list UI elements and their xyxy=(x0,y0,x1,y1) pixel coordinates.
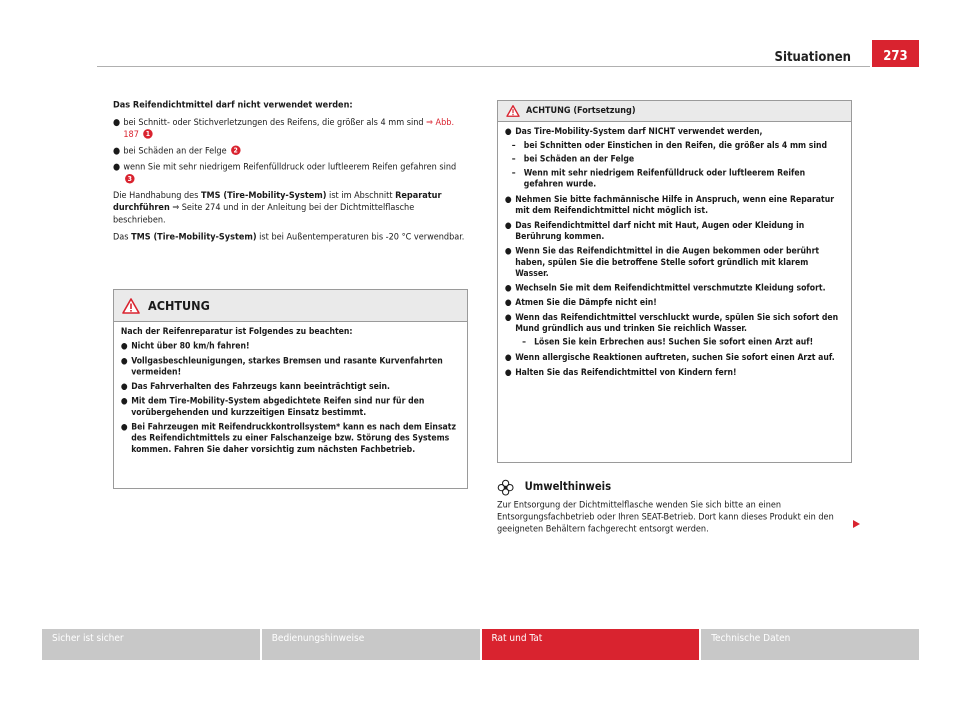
list-item: ● Halten Sie das Reifendichtmittel von Kindern fern! xyxy=(504,367,737,378)
list-item: ● Das Reifendichtmittel darf nicht mit Haut, Augen oder Kleidung in Berührung kommen. xyxy=(504,220,805,242)
list-item: ● Das Fahrverhalten des Fahrzeugs kann beeinträchtigt sein. xyxy=(120,382,390,392)
footer-navigation xyxy=(42,629,919,660)
list-item: ● Bei Fahrzeugen mit Reifendruckkontrollsystem* kann es nach dem Einsatz des Reifendichtmittels zu einer Falschanzeige bzw. Störung des Systems kommen. Fahren Sie daher vorsichtig zum nächsten Fachbetrieb. xyxy=(120,422,456,455)
list-item: ● bei Schnitt- oder Stichverletzungen des Reifens, die größer als 4 mm sind ⇒ Abb. 187 1 xyxy=(113,117,455,140)
warning-box-continued xyxy=(497,100,852,463)
warning-box xyxy=(113,289,468,489)
list-item: ● Nicht über 80 km/h fahren! xyxy=(120,341,250,352)
page-number: 273 xyxy=(872,40,919,67)
warning-icon xyxy=(122,298,140,314)
warning-header xyxy=(498,101,851,122)
list-item: ● Vollgasbeschleunigungen, starkes Bremsen und rasante Kurvenfahrten vermeiden! xyxy=(120,356,443,378)
warning-title: ACHTUNG (Fortsetzung) xyxy=(526,106,636,116)
list-item: ● wenn Sie mit sehr niedrigem Reifenfülldruck oder luftleerem Reifen gefahren sind 3 xyxy=(113,161,457,183)
handling-paragraph: Die Handhabung des TMS (Tire-Mobility-System) ist im Abschnitt Reparatur durchführen ⇒ Seite 274 und in der Anleitung bei der Dichtmittelflasche beschrieben. xyxy=(113,190,442,225)
left-heading: Das Reifendichtmittel darf nicht verwendet werden: xyxy=(113,99,353,111)
warning-header xyxy=(114,290,467,322)
list-item: ● Mit dem Tire-Mobility-System abgedichtete Reifen sind nur für den vorübergehenden und kurzzeitigen Einsatz bestimmt. xyxy=(120,396,425,418)
warning-title: ACHTUNG xyxy=(148,298,210,313)
environment-title: Umwelthinweis xyxy=(524,480,612,494)
list-item: ● Wenn Sie das Reifendichtmittel in die Augen bekommen oder berührt haben, spülen Sie die betroffene Stelle sofort gründlich mit klarem Wasser. xyxy=(504,246,820,279)
tab-rat-und-tat[interactable]: Rat und Tat xyxy=(480,629,700,660)
list-item: ● Wenn das Reifendichtmittel verschluckt wurde, spülen Sie sich sofort den Mund gründlich aus und trinken Sie reichlich Wasser. xyxy=(504,312,839,334)
warning-icon xyxy=(506,105,520,117)
callout-number: 1 xyxy=(143,129,152,138)
next-page-arrow-icon xyxy=(852,519,861,529)
left-column xyxy=(113,99,466,248)
sub-item: – Wenn mit sehr niedrigem Reifenfülldruck oder luftleerem Reifen gefahren wurde. xyxy=(511,168,806,190)
warning-content xyxy=(498,122,847,385)
warning-content xyxy=(114,322,463,462)
environment-header xyxy=(497,479,850,496)
page-title: Situationen xyxy=(774,50,851,65)
flower-icon xyxy=(497,479,514,496)
warning-intro: Nach der Reifenreparatur ist Folgendes zu beachten: xyxy=(120,327,353,337)
list-item: ● Das Tire-Mobility-System darf NICHT verwendet werden, xyxy=(504,127,763,137)
list-item: ● Wechseln Sie mit dem Reifendichtmittel verschmutzte Kleidung sofort. xyxy=(504,283,826,294)
figure-link[interactable]: ⇒ Abb. 187 xyxy=(123,117,455,140)
callout-number: 2 xyxy=(231,146,240,155)
list-item: ● bei Schäden an der Felge 2 xyxy=(113,145,466,157)
sub-item: – bei Schäden an der Felge xyxy=(511,154,635,165)
list-item: ● Wenn allergische Reaktionen auftreten, suchen Sie sofort einen Arzt auf. xyxy=(504,353,835,363)
list-item: ● Nehmen Sie bitte fachmännische Hilfe in Anspruch, wenn eine Reparatur mit dem Reifendichtmittel nicht möglich ist. xyxy=(504,195,835,216)
callout-number: 3 xyxy=(125,174,134,183)
sub-item: – Lösen Sie kein Erbrechen aus! Suchen Sie sofort einen Arzt auf! xyxy=(522,337,814,348)
sub-item: – bei Schnitten oder Einstichen in den Reifen, die größer als 4 mm sind xyxy=(511,140,828,151)
environment-text: Zur Entsorgung der Dichtmittelflasche wenden Sie sich bitte an einen Entsorgungsfachbetrieb oder Ihren SEAT-Betrieb. Dort kann dieses Produkt ein den geeigneten Behältern fachgerecht entsorgt werden. xyxy=(497,499,834,535)
environment-note xyxy=(497,479,850,540)
tab-bedienungshinweise[interactable]: Bedienungshinweise xyxy=(260,629,480,660)
header-rule xyxy=(97,66,870,67)
list-item: ● Atmen Sie die Dämpfe nicht ein! xyxy=(504,298,657,308)
tab-technische-daten[interactable]: Technische Daten xyxy=(699,629,919,660)
temperature-paragraph: Das TMS (Tire-Mobility-System) ist bei Außentemperaturen bis -20 °C verwendbar. xyxy=(113,231,465,243)
tab-sicher-ist-sicher[interactable]: Sicher ist sicher xyxy=(42,629,260,660)
